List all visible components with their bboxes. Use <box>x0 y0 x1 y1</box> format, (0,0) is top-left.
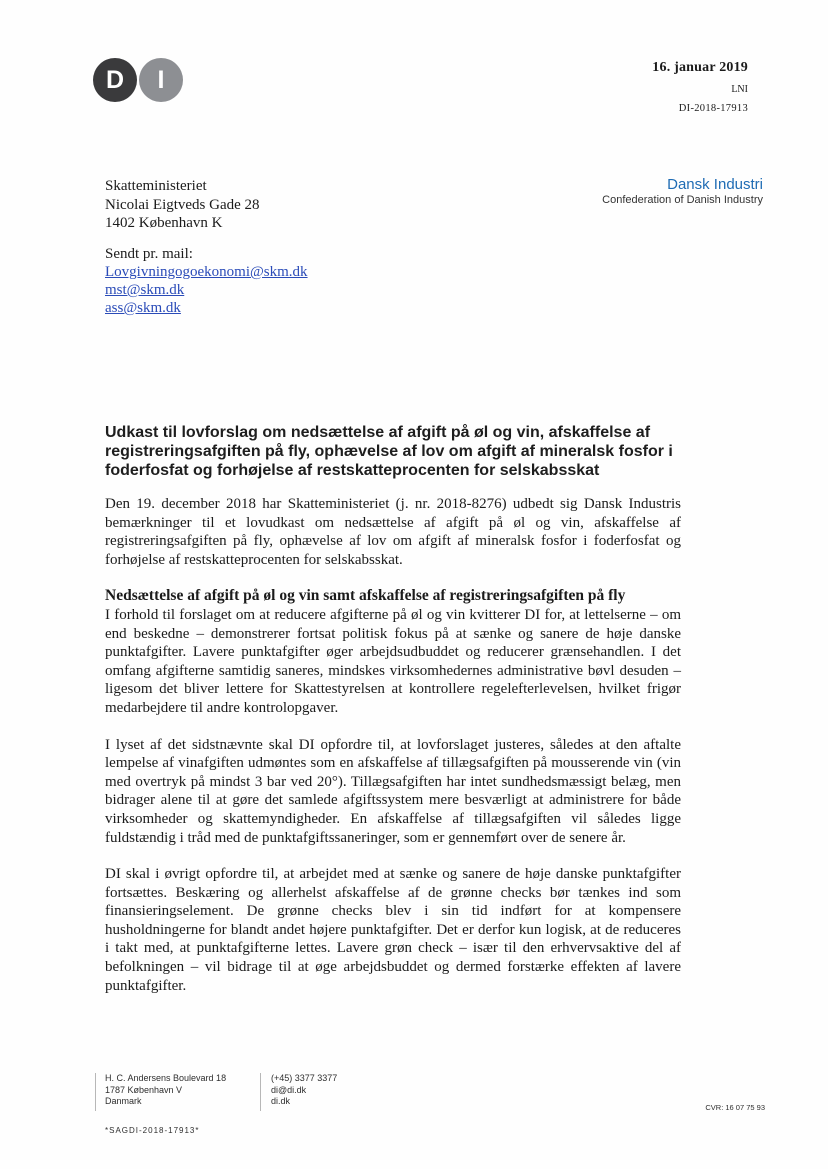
email-link[interactable]: mst@skm.dk <box>105 282 185 298</box>
footer-line: Danmark <box>105 1096 142 1106</box>
intro-paragraph: Den 19. december 2018 har Skatteministeriet (j. nr. 2018-8276) udbedt sig Dansk Industris bemærkninger til et lovudkast om nedsættelse af afgift på øl og vin, afskaffelse af registreringsafgiften på fly, ophævelse af lov om afgift af mineralsk fosfor i foderfosfat og forhøjelse af restskatteprocenten for selskabsskat. <box>105 496 681 568</box>
mail-label: Sendt pr. mail: <box>105 246 193 262</box>
email-link[interactable]: Lovgivningogoekonomi@skm.dk <box>105 264 308 280</box>
footer-line: 1787 København V <box>105 1084 183 1095</box>
author-initials: LNI <box>731 84 748 95</box>
letter-body <box>105 495 681 1013</box>
brand-subtitle: Confederation of Danish Industry <box>602 194 763 206</box>
footer-website: di.dk <box>271 1096 291 1106</box>
di-logo <box>93 58 185 102</box>
logo-letter-i: I <box>139 58 183 102</box>
body-paragraph: I forhold til forslaget om at reducere afgifterne på øl og vin kvitterer DI for, at lettelserne – om end beskedne – demonstrerer fortsat politisk fokus på at sænke og sanere de høje danske punktafgifter. Lavere punktafgifter øger arbejdsudbuddet og reducerer grænsehandlen. I det omfang afgifterne samtidig saneres, mindskes virksomhedernes administrative bøvl desuden – ligesom det bliver lettere for Skattestyrelsen at kontrollere regelefterlevelsen, hvilket frigør medarbejdere til andre kontrolopgaver. <box>105 606 681 716</box>
body-paragraph: DI skal i øvrigt opfordre til, at arbejdet med at sænke og sanere de høje danske punktafgifter fortsættes. Beskæring og allerhelst afskaffelse af de grønne checks bør tænkes ind som finansieringselement. De grønne checks blev i sin tid indført for at kompensere husholdningerne for blandt andet højere punktafgifter. Det er derfor kun logisk, at de reduceres i takt med, at punktafgifterne lettes. Lavere grøn check – især til den erhvervsaktive del af befolkningen – vil bidrage til at øge arbejdsbuddet og dermed forstærke effekten af lavere punktafgifter. <box>105 866 681 994</box>
body-paragraph: I lyset af det sidstnævnte skal DI opfordre til, at lovforslaget justeres, således at den aftalte lempelse af vinafgiften udmøntes som en afskaffelse af tillægsafgiften på mousserende vin (vin med overtryk på mindst 3 bar ved 20°). Tillægsafgiften har intet sundhedsmæssigt belæg, men bidrager alene til at gøre det samlede afgiftssystem mere besværligt at administrere for både virksomheder og skattemyndigheder. En afskaffelse af tillægsafgiften vil således ligge fuldstændig i tråd med de punktafgiftssaneringer, som er gennemført over de senere år. <box>105 736 681 846</box>
brand-name: Dansk Industri <box>667 176 763 193</box>
letter-date: 16. januar 2019 <box>652 60 748 75</box>
recipient-line: 1402 København K <box>105 215 223 231</box>
footer-email: di@di.dk <box>271 1084 307 1095</box>
letter-meta <box>652 60 748 114</box>
footer-address <box>105 1073 226 1108</box>
section-heading: Nedsættelse af afgift på øl og vin samt afskaffelse af registreringsafgiften på fly <box>105 587 626 605</box>
email-link[interactable]: ass@skm.dk <box>105 300 181 316</box>
recipient-line: Skatteministeriet <box>105 178 207 194</box>
case-barcode: *SAGDI-2018-17913* <box>105 1126 200 1135</box>
footer-divider <box>260 1073 261 1111</box>
letter-title: Udkast til lovforslag om nedsættelse af afgift på øl og vin, afskaffelse af registreringsafgiften på fly, ophævelse af lov om afgift af mineralsk fosfor i foderfosfat og forhøjelse af restskatteprocenten for selskabsskat <box>105 424 673 479</box>
brand-block <box>602 176 763 206</box>
mail-block <box>105 245 308 317</box>
footer-phone: (+45) 3377 3377 <box>271 1073 338 1083</box>
footer-line: H. C. Andersens Boulevard 18 <box>105 1073 227 1083</box>
footer-divider <box>95 1073 96 1111</box>
case-reference: DI-2018-17913 <box>678 103 748 114</box>
cvr-number: CVR: 16 07 75 93 <box>705 1103 765 1112</box>
logo-letter-d: D <box>93 58 137 102</box>
recipient-line: Nicolai Eigtveds Gade 28 <box>105 196 260 213</box>
footer-contact <box>271 1073 337 1108</box>
recipient-address <box>105 177 260 233</box>
